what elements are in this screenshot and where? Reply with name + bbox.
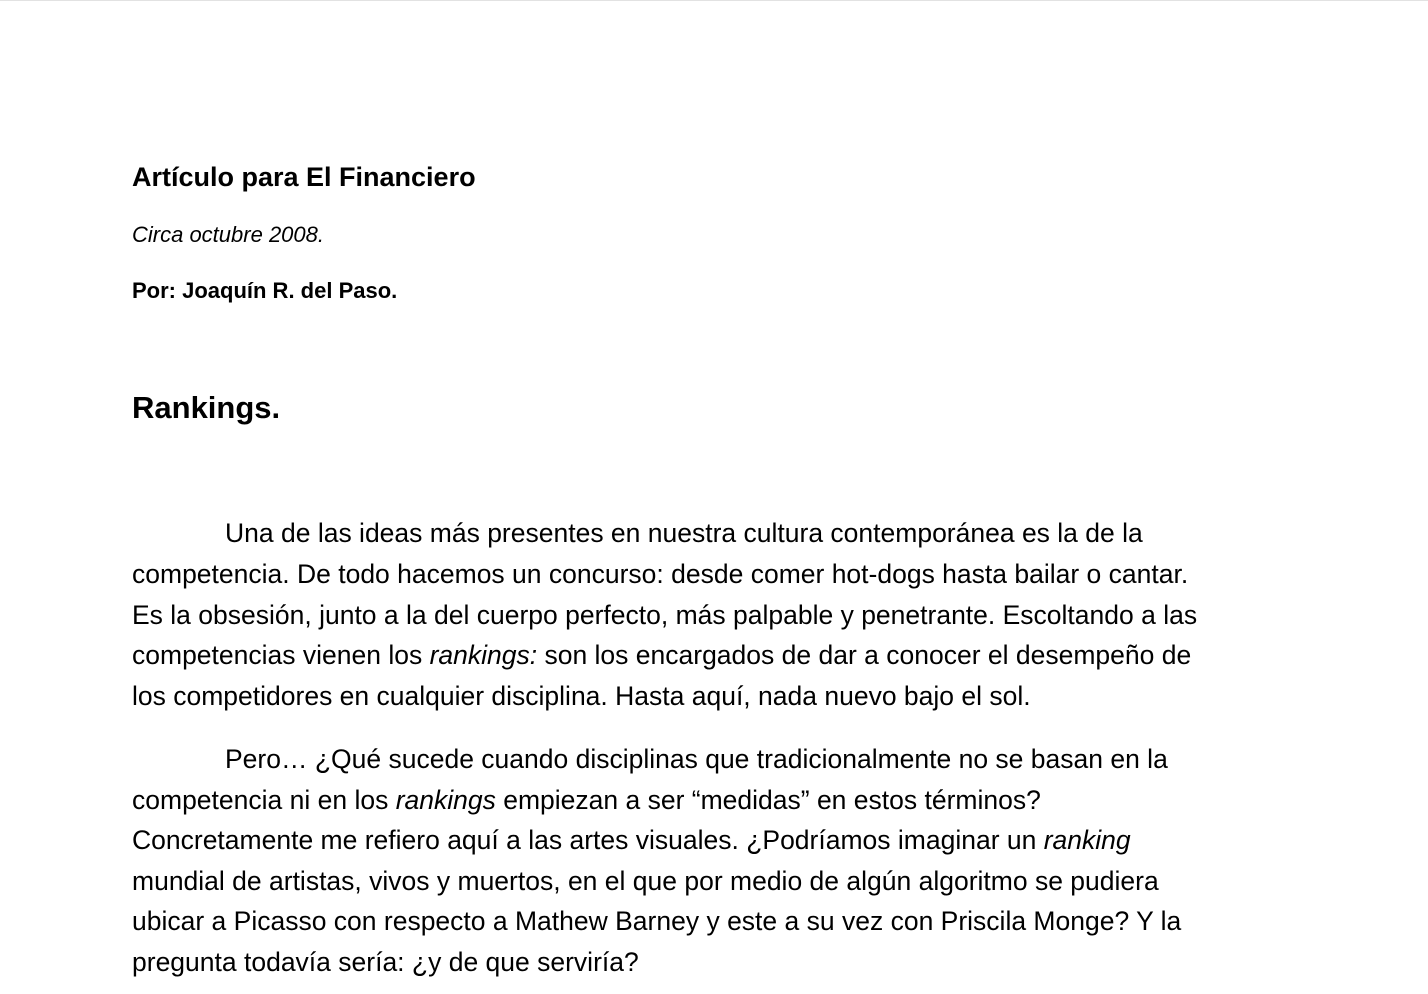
paragraph-line: mundial de artistas, vivos y muertos, en el que por medio de algún algoritmo se pudiera — [132, 865, 1159, 896]
page-top-border — [0, 0, 1428, 1]
paragraph-line: pregunta todavía sería: ¿y de que serviría? — [132, 946, 639, 977]
italic-term: rankings: — [429, 640, 538, 671]
document-title: Artículo para El Financiero — [132, 162, 476, 192]
paragraph-line: ubicar a Picasso con respecto a Mathew Barney y este a su vez con Priscila Monge? Y la — [132, 906, 1182, 937]
paragraph-line: Es la obsesión, junto a la del cuerpo perfecto, más palpable y penetrante. Escoltando a las — [132, 599, 1198, 630]
paragraph-line: competencia. De todo hacemos un concurso: desde comer hot-dogs hasta bailar o cantar. — [132, 558, 1189, 589]
paragraph-line: Una de las ideas más presentes en nuestra cultura contemporánea es la de la — [225, 518, 1143, 548]
document-date: Circa octubre 2008. — [132, 222, 324, 247]
paragraph-line: Concretamente me refiero aquí a las artes visuales. ¿Podríamos imaginar un ranking — [132, 825, 1131, 856]
body-paragraph-2 — [132, 739, 1302, 983]
section-heading: Rankings. — [132, 390, 281, 425]
italic-term: ranking — [1043, 825, 1131, 856]
paragraph-line: los competidores en cualquier disciplina. Hasta aquí, nada nuevo bajo el sol. — [132, 681, 1031, 712]
body-paragraph-1 — [132, 513, 1302, 717]
paragraph-line: competencias vienen los rankings: son los encargados de dar a conocer el desempeño de — [132, 640, 1192, 671]
document-author: Por: Joaquín R. del Paso. — [132, 278, 398, 303]
italic-term: rankings — [395, 784, 496, 815]
paragraph-line: Pero… ¿Qué sucede cuando disciplinas que tradicionalmente no se basan en la — [225, 744, 1168, 774]
paragraph-line: competencia ni en los rankings empiezan a ser “medidas” en estos términos? — [132, 784, 1041, 815]
